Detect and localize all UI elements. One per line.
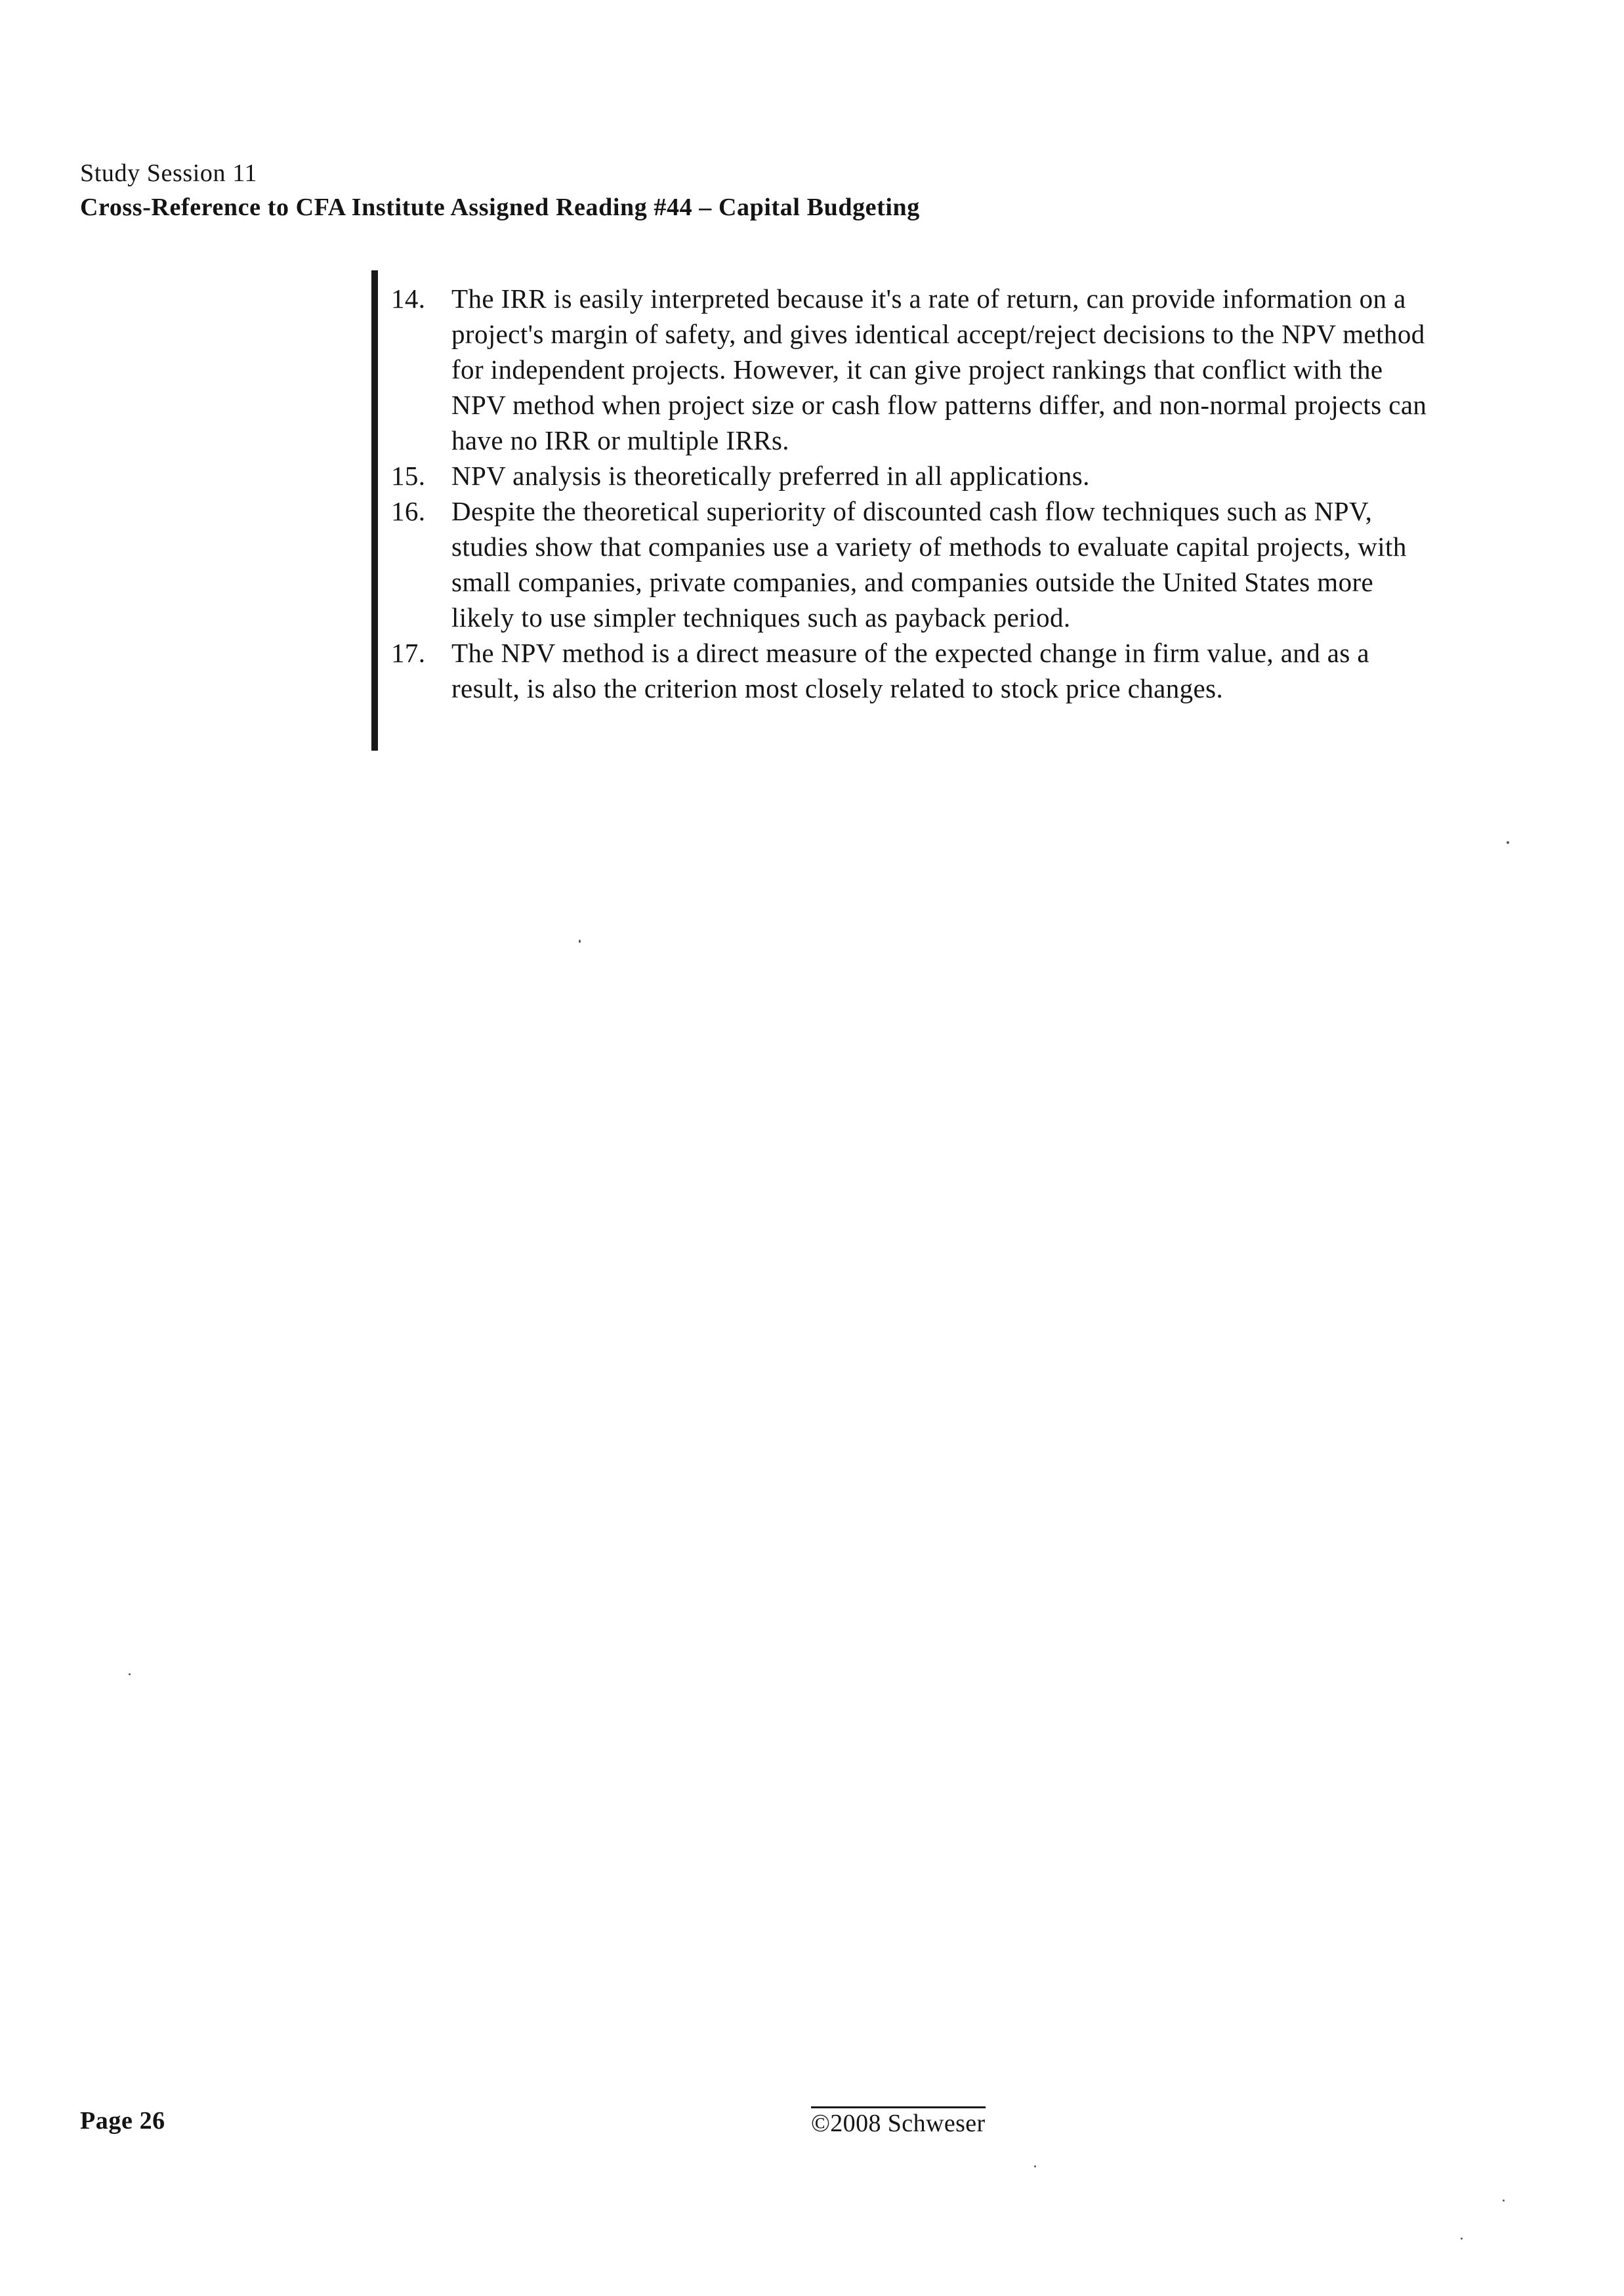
key-concepts-list <box>391 281 1441 706</box>
item-number: 15. <box>391 461 426 491</box>
cross-reference-title: Cross-Reference to CFA Institute Assigned Reading #44 – Capital Budgeting <box>80 194 920 221</box>
item-text: The IRR is easily interpreted because it's a rate of return, can provide information on a project's margin of safety, and gives identical accept/reject decisions to the NPV method for independent projects. However, it can give project rankings that conflict with the NPV method when project size or cash flow patterns differ, and non-normal projects can have no IRR or multiple IRRs. <box>451 283 1427 455</box>
revision-bar <box>371 270 378 751</box>
item-text: Despite the theoretical superiority of discounted cash flow techniques such as NPV, studies show that companies use a variety of methods to evaluate capital projects, with small companies, private companies, and companies outside the United States more likely to use simpler techniques such as payback period. <box>451 496 1407 633</box>
list-item <box>391 635 1441 706</box>
study-session-label: Study Session 11 <box>80 159 258 187</box>
scan-speck <box>1461 2238 1463 2240</box>
copyright-notice: ©2008 Schweser <box>811 2106 986 2137</box>
page-number: Page 26 <box>80 2107 165 2135</box>
scan-speck <box>1507 841 1509 844</box>
scan-speck <box>129 1673 131 1675</box>
item-text: NPV analysis is theoretically preferred in all applications. <box>451 461 1090 491</box>
scan-speck <box>1503 2200 1505 2202</box>
item-number: 17. <box>391 638 426 668</box>
scan-speck <box>579 940 581 943</box>
running-header <box>80 156 920 224</box>
item-number: 14. <box>391 283 426 314</box>
list-item <box>391 458 1441 493</box>
item-number: 16. <box>391 496 426 526</box>
scan-speck <box>1034 2165 1036 2167</box>
item-text: The NPV method is a direct measure of the expected change in firm value, and as a result, is also the criterion most closely related to stock price changes. <box>451 638 1369 703</box>
list-item <box>391 281 1441 458</box>
list-item <box>391 493 1441 635</box>
